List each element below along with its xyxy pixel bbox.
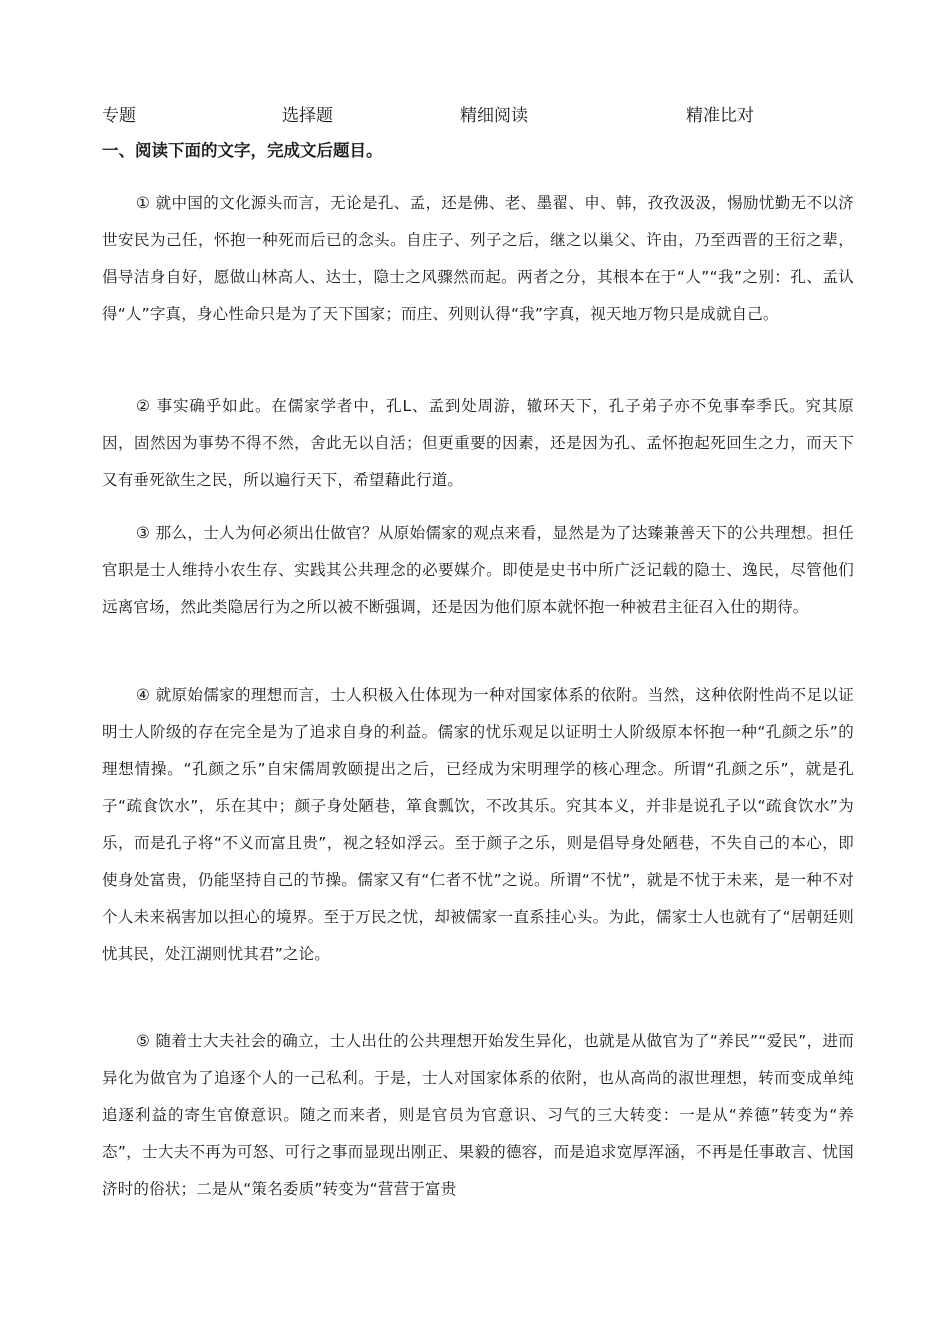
- paragraph-1: ① 就中国的文化源头而言，无论是孔、孟，还是佛、老、墨翟、申、韩，孜孜汲汲，惕励忧勤无不以济世安民为己任，怀抱一种死而后已的念头。自庄子、列子之后，继之以巢父、许由，乃至西晋的王衍之辈，倡导洁身自好，愿做山林高人、达士，隐士之风骤然而起。两者之分，其根本在于“人”“我”之别：孔、孟认得“人”字真，身心性命只是为了天下国家；而庄、列则认得“我”字真，视天地万物只是成就自己。: [102, 194, 854, 323]
- header-reading-method: 精细阅读: [460, 106, 528, 126]
- paragraph-3: ③ 那么，士人为何必须出仕做官？从原始儒家的观点来看，显然是为了达臻兼善天下的公共理想。担任官职是士人维持小农生存、实践其公共理念的必要媒介。即使是史书中所广泛记载的隐士、逸民，尽管他们远离官场，然此类隐居行为之所以被不断强调，还是因为他们原本就怀抱一种被君主征召入仕的期待。: [102, 524, 854, 616]
- paragraph-4: ④ 就原始儒家的理想而言，士人积极入仕体现为一种对国家体系的依附。当然，这种依附性尚不足以证明士人阶级的存在完全是为了追求自身的利益。儒家的忧乐观足以证明士人阶级原本怀抱一种“孔颜之乐”的理想情操。“孔颜之乐”自宋儒周敦颐提出之后，已经成为宋明理学的核心理念。所谓“孔颜之乐”，就是孔子“疏食饮水”，乐在其中；颜子身处陋巷，箪食瓢饮，不改其乐。究其本义，并非是说孔子以“疏食饮水”为乐，而是孔子将“不义而富且贵”，视之轻如浮云。至于颜子之乐，则是倡导身处陋巷，不失自己的本心，即使身处富贵，仍能坚持自己的节操。儒家又有“仁者不忧”之说。所谓“不忧”，就是不忧于未来，是一种不对个人未来祸害加以担心的境界。至于万民之忧，却被儒家一直系挂心头。为此，儒家士人也就有了“居朝廷则忧其民，处江湖则忧其君”之论。: [102, 686, 854, 963]
- header-comparison-method: 精准比对: [686, 106, 754, 126]
- header-topic: 专题: [102, 106, 136, 126]
- paragraph-2: ② 事实确乎如此。在儒家学者中，孔L、孟到处周游，辙环天下，孔子弟子亦不免事奉季氏。究其原因，固然因为事势不得不然，舍此无以自活；但更重要的因素，还是因为孔、孟怀抱起死回生之力，而天下又有垂死欲生之民，所以遍行天下，希望藉此行道。: [102, 397, 854, 489]
- paragraph-5: ⑤ 随着士大夫社会的确立，士人出仕的公共理想开始发生异化，也就是从做官为了“养民”“爱民”，进而异化为做官为了追逐个人的一己私利。于是，士人对国家体系的依附，也从高尚的淑世理想，转而变成单纯追逐利益的寄生官僚意识。随之而来者，则是官员为官意识、习气的三大转变：一是从“养德”转变为“养态”，士大夫不再为可怒、可行之事而显现出刚正、果毅的德容，而是追求宽厚浑涵，不再是任事敢言、忧国济时的俗状；二是从“策名委质”转变为“营营于富贵: [102, 1032, 854, 1198]
- section-title: 一、阅读下面的文字，完成文后题目。: [102, 141, 383, 160]
- header-row: [102, 101, 862, 127]
- header-question-type: 选择题: [282, 106, 333, 126]
